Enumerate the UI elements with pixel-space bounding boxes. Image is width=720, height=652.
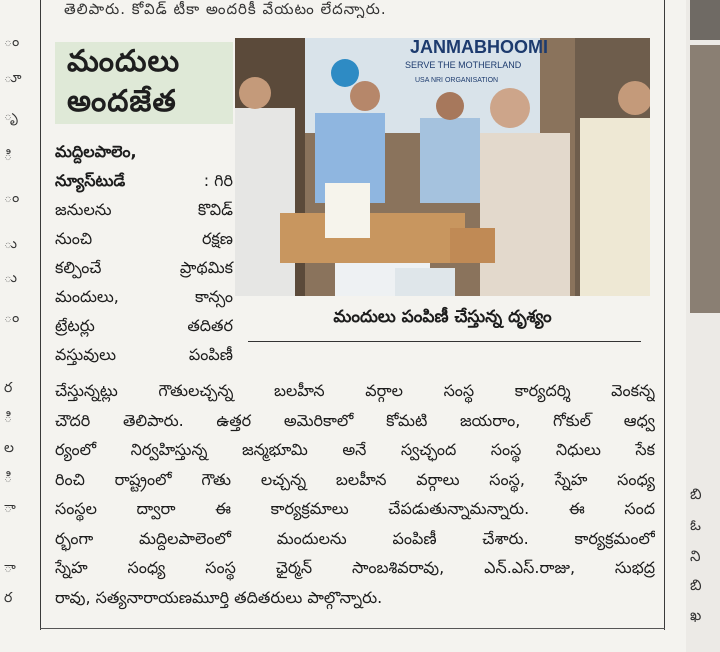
text-word: ట్రేటర్లు: [55, 316, 95, 335]
text-line: ర్యంలో నిర్వహిస్తున్న జన్మభూమి అనే స్వచ్ఛంద సంస్థ నిధులు సేక: [55, 440, 655, 459]
article-headline: [55, 42, 233, 124]
text-line: [55, 166, 233, 195]
headline-line-2: అందజేత: [67, 84, 177, 119]
text-word: కొవిడ్: [197, 200, 233, 219]
text-word: కాన్సం: [194, 287, 233, 306]
edge-char: ి: [4, 410, 13, 426]
edge-char: ి: [4, 470, 13, 486]
photo-caption: మందులు పంపిణీ చేస్తున్న దృశ్యం: [333, 307, 552, 327]
text-word: తదితర: [187, 316, 233, 335]
previous-article-tail: తెలిపారు. కోవిడ్ టీకా అందరికీ వేయటం లేదన్నారు.: [64, 0, 387, 18]
adjacent-photo-top: [690, 0, 720, 40]
text-line: [55, 195, 233, 224]
text-word: నుంచి: [55, 229, 93, 248]
caption-underline: [248, 341, 641, 342]
edge-char: ర: [4, 590, 13, 606]
photo-illustration: [235, 38, 650, 296]
wide-column-text: [55, 376, 655, 612]
adjacent-photo: [690, 45, 720, 313]
column-divider-right: [664, 0, 665, 630]
text-line: రావు, సత్యనారాయణమూర్తి తదితరులు పాల్గొన్నారు.: [55, 587, 383, 607]
edge-char: బి: [690, 576, 702, 594]
text-word: ప్రాథమిక: [179, 258, 233, 277]
adjacent-column-left: [0, 0, 26, 652]
dateline-source: న్యూస్‌టుడే: [55, 171, 126, 190]
text-word: మందులు,: [55, 287, 119, 306]
text-word: కల్పించే: [55, 258, 102, 277]
edge-char: ఓ: [690, 516, 701, 534]
banner-subtitle: SERVE THE MOTHERLAND: [405, 60, 522, 70]
narrow-column-text: [55, 137, 233, 369]
edge-char: ృ: [4, 108, 18, 124]
text-line: [55, 340, 233, 369]
text-line: [55, 282, 233, 311]
bottom-border: [40, 628, 665, 629]
edge-char: బి: [690, 485, 702, 503]
edge-char: ు: [4, 270, 17, 286]
banner-title: JANMABHOOMI: [410, 38, 548, 57]
edge-char: ం: [4, 190, 20, 206]
edge-char: ఖ: [690, 606, 702, 624]
edge-char: ం: [4, 310, 20, 326]
article-photo: [235, 38, 650, 296]
text-line: రించి రాష్ట్రంలో గౌతు లచ్చన్న బలహీన వర్గాలు సంస్థ, స్నేహ సంధ్య: [55, 469, 655, 489]
banner-org: USA NRI ORGANISATION: [415, 77, 499, 84]
edge-char: ి: [4, 148, 13, 164]
text-word: జనులను: [55, 200, 112, 219]
text-line: చౌదరి తెలిపారు. ఉత్తర అమెరికాలో కోమటి జయరాం, గోకుల్ ఆధ్వ: [55, 410, 655, 430]
text-line: ర్భంగా మద్దిలపాలెంలో మందులను పంపిణీ చేశారు. కార్యక్రమంలో: [55, 528, 655, 548]
edge-char: ల: [4, 440, 14, 456]
edge-char: ా: [4, 500, 16, 516]
headline-line-1: మందులు: [67, 44, 181, 79]
edge-char: ర: [4, 380, 13, 396]
edge-char: ు: [4, 236, 17, 252]
text-word: వస్తువులు: [55, 345, 116, 364]
column-divider-left: [40, 0, 41, 630]
text-word: : గిరి: [203, 171, 233, 190]
text-word: రక్షణ: [201, 229, 233, 248]
text-line: [55, 224, 233, 253]
text-line: [55, 253, 233, 282]
text-line: [55, 137, 233, 166]
text-word: పంపిణీ: [188, 345, 233, 364]
edge-char: ా: [4, 560, 16, 576]
dateline-place: మద్దిలపాలెం,: [55, 142, 137, 161]
edge-char: ని: [690, 547, 701, 565]
text-line: [55, 311, 233, 340]
text-line: సంస్థల ద్వారా ఈ కార్యక్రమాలు చేపడుతున్నామన్నారు. ఈ సంద: [55, 499, 655, 518]
text-line: స్నేహ సంధ్య సంస్థ ఛైర్మన్ సాంబశివరావు, ఎన్.ఎస్.రాజు, సుభద్ర: [55, 558, 655, 577]
edge-char: ం: [4, 34, 20, 50]
text-line: చేస్తున్నట్లు గౌతులచ్చన్న బలహీన వర్గాల సంస్థ కార్యదర్శి వెంకన్న: [55, 381, 655, 400]
edge-char: ూ: [4, 70, 22, 86]
